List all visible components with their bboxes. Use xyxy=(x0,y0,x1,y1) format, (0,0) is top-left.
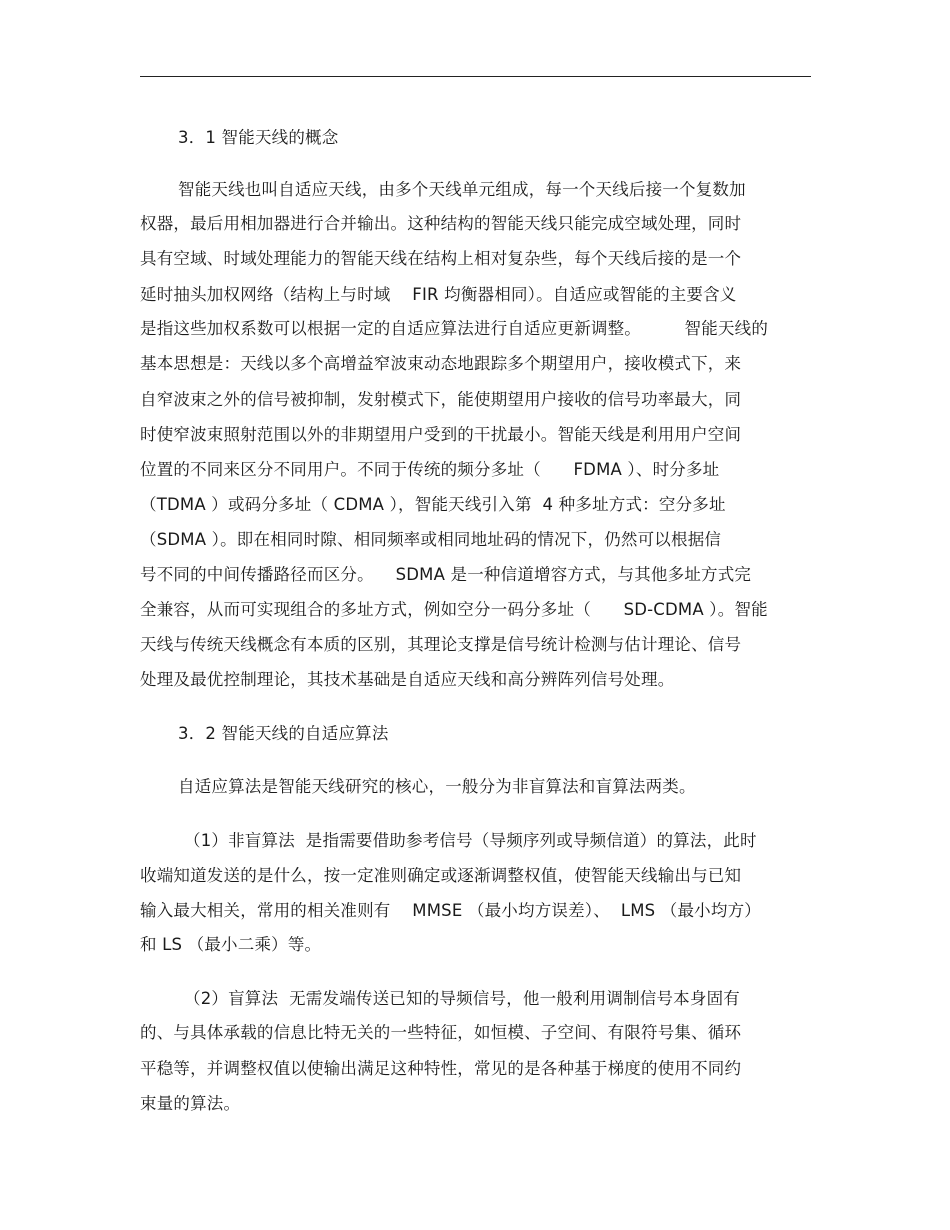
paragraph-line: 是指这些加权系数可以根据一定的自适应算法进行自适应更新调整。 智能天线的 xyxy=(140,319,769,338)
paragraph-line: （SDMA ）。即在相同时隙、相同频率或相同地址码的情况下，仍然可以根据信 xyxy=(140,530,722,549)
paragraph-line: 权器，最后用相加器进行合并输出。这种结构的智能天线只能完成空域处理，同时 xyxy=(140,214,742,233)
paragraph-line: 束量的算法。 xyxy=(140,1094,241,1113)
section-heading-3-1: 3．1 智能天线的概念 xyxy=(178,128,339,147)
paragraph-line: 延时抽头加权网络（结构上与时域 FIR 均衡器相同）。自适应或智能的主要含义 xyxy=(140,285,737,304)
paragraph-line: 和 LS （最小二乘）等。 xyxy=(140,935,322,954)
paragraph-line: 时使窄波束照射范围以外的非期望用户受到的干扰最小。智能天线是利用用户空间 xyxy=(140,425,742,444)
paragraph-line: 自窄波束之外的信号被抑制，发射模式下，能使期望用户接收的信号功率最大，同 xyxy=(140,390,742,409)
paragraph-line: 具有空域、时域处理能力的智能天线在结构上相对复杂些，每个天线后接的是一个 xyxy=(140,249,742,268)
section-heading-3-2: 3．2 智能天线的自适应算法 xyxy=(178,724,389,743)
section-2-intro: 自适应算法是智能天线研究的核心，一般分为非盲算法和盲算法两类。 xyxy=(178,777,696,796)
paragraph-line: 输入最大相关，常用的相关准则有 MMSE （最小均方误差）、 LMS （最小均方） xyxy=(140,901,761,920)
paragraph-line: 智能天线也叫自适应天线，由多个天线单元组成，每一个天线后接一个复数加 xyxy=(178,180,746,199)
paragraph-line: 位置的不同来区分不同用户。不同于传统的频分多址（ FDMA ）、时分多址 xyxy=(140,460,720,479)
paragraph-line: 的、与具体承载的信息比特无关的一些特征，如恒模、子空间、有限符号集、循环 xyxy=(140,1023,742,1042)
paragraph-line: （1）非盲算法 是指需要借助参考信号（导频序列或导频信道）的算法，此时 xyxy=(184,831,757,850)
header-rule xyxy=(140,76,811,77)
paragraph-line: 全兼容，从而可实现组合的多址方式，例如空分一码分多址（ SD-CDMA ）。智能 xyxy=(140,600,768,619)
paragraph-line: （2）盲算法 无需发端传送已知的导频信号，他一般利用调制信号本身固有 xyxy=(184,989,740,1008)
paragraph-line: 平稳等，并调整权值以使输出满足这种特性，常见的是各种基于梯度的使用不同约 xyxy=(140,1059,742,1078)
paragraph-line: 基本思想是：天线以多个高增益窄波束动态地跟踪多个期望用户，接收模式下，来 xyxy=(140,354,742,373)
paragraph-line: 收端知道发送的是什么，按一定准则确定或逐渐调整权值，使智能天线输出与已知 xyxy=(140,866,742,885)
paragraph-line: 号不同的中间传播路径而区分。 SDMA 是一种信道增容方式，与其他多址方式完 xyxy=(140,565,752,584)
paragraph-line: （TDMA ）或码分多址（ CDMA ），智能天线引入第 4 种多址方式：空分多址 xyxy=(140,495,726,514)
paragraph-line: 处理及最优控制理论，其技术基础是自适应天线和高分辨阵列信号处理。 xyxy=(140,670,675,689)
paragraph-line: 天线与传统天线概念有本质的区别，其理论支撑是信号统计检测与估计理论、信号 xyxy=(140,635,742,654)
